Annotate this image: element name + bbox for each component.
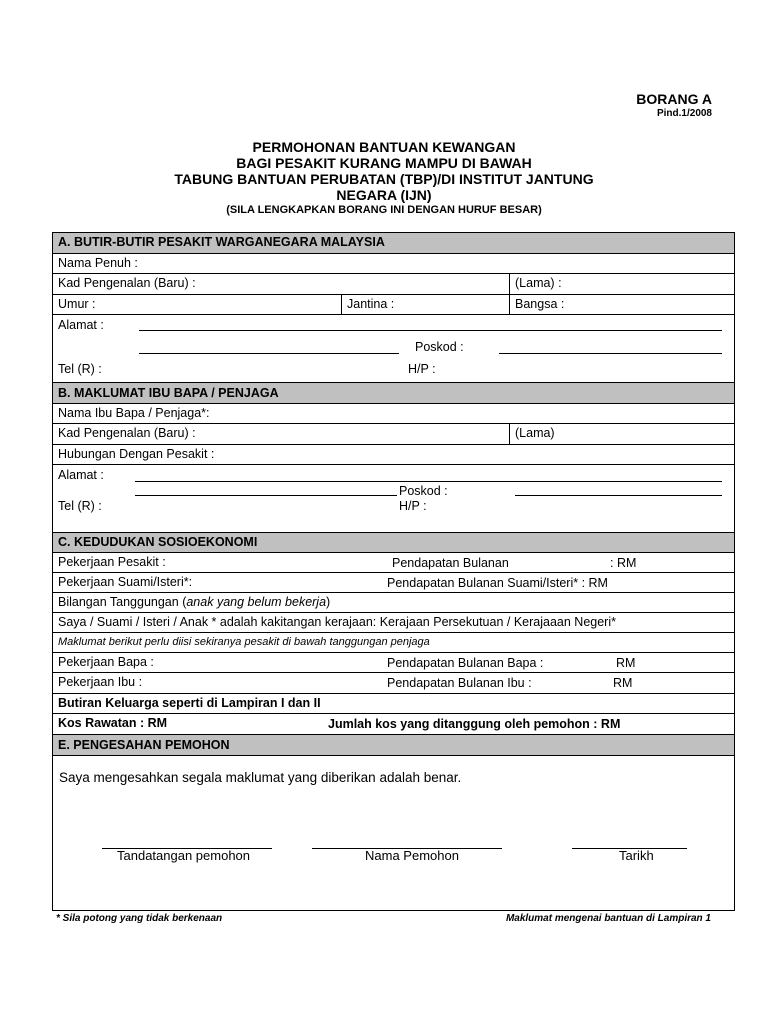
pendapatan-ibu-rm: RM [613,676,633,690]
form-reference: Pind.1/2008 [656,108,712,119]
section-c-heading [53,532,734,552]
signature-label: Tandatangan pemohon [117,848,251,863]
tel-b-label: Tel (R) : [58,499,102,513]
section-c-title: C. KEDUDUKAN SOSIOEKONOMI [58,535,258,549]
title-line-3: TABUNG BANTUAN PERUBATAN (TBP)/DI INSTITUT JANTUNG [174,171,594,187]
title-line-4: NEGARA (IJN) [336,187,432,203]
pendapatan-bulanan-label: Pendapatan Bulanan [392,556,509,570]
field-alamat-b[interactable] [53,464,734,532]
poskod-b-line [515,495,722,496]
hp-a-label: H/P : [408,362,436,376]
section-a-title: A. BUTIR-BUTIR PESAKIT WARGANEGARA MALAYSIA [58,235,385,249]
pekerjaan-ibu-label: Pekerjaan Ibu : [58,675,143,689]
kp-baru-label: Kad Pengenalan (Baru) : [58,276,196,290]
poskod-b-label: Poskod : [399,484,448,498]
kakitangan-label: Saya / Suami / Isteri / Anak * adalah kakitangan kerajaan: Kerajaan Persekutuan / Kerajaaan Negeri* [58,615,616,629]
kp-penjaga-label: Kad Pengenalan (Baru) : [58,426,196,440]
field-pekerjaan-suami[interactable] [53,572,734,592]
field-kos-rawatan[interactable] [53,713,734,734]
application-form [52,232,735,911]
alamat-b-label: Alamat : [58,468,104,482]
pendapatan-suami-label: Pendapatan Bulanan Suami/Isteri* : RM [387,576,608,590]
butiran-keluarga: Butiran Keluarga seperti di Lampiran I dan II [58,696,321,710]
umur-label: Umur : [58,297,96,311]
jantina-label: Jantina : [341,295,394,314]
alamat-a-label: Alamat : [58,318,104,332]
date-label: Tarikh [619,848,654,863]
field-tanggungan[interactable] [53,592,734,612]
field-pekerjaan-pesakit[interactable] [53,552,734,572]
bangsa-label: Bangsa : [509,295,564,314]
pekerjaan-suami-label: Pekerjaan Suami/Isteri*: [58,575,193,589]
title-line-1: PERMOHONAN BANTUAN KEWANGAN [252,139,516,155]
field-kp-penjaga[interactable] [53,423,734,444]
kos-rawatan-label: Kos Rawatan : RM [58,716,168,730]
applicant-name-label: Nama Pemohon [365,848,459,863]
pendapatan-bapa-rm: RM [616,656,636,670]
pendapatan-ibu-label: Pendapatan Bulanan Ibu : [387,676,532,690]
field-nama-penuh[interactable] [53,253,734,273]
field-pekerjaan-bapa[interactable] [53,652,734,672]
hubungan-label: Hubungan Dengan Pesakit : [58,447,215,461]
butiran-keluarga-row [53,693,734,713]
section-e-heading [53,734,734,755]
footer-note-right: Maklumat mengenai bantuan di Lampiran 1 [505,913,711,924]
tanggungan-post: ) [326,595,331,609]
section-b-title: B. MAKLUMAT IBU BAPA / PENJAGA [58,386,279,400]
declaration-statement: Saya mengesahkan segala maklumat yang diberikan adalah benar. [59,770,462,785]
pendapatan-bapa-label: Pendapatan Bulanan Bapa : [387,656,544,670]
section-a-heading [53,233,734,253]
field-hubungan[interactable] [53,444,734,464]
hp-b-label: H/P : [399,499,427,513]
poskod-a-line [499,353,722,354]
tanggungan-pre: Bilangan Tanggungan ( [58,595,187,609]
form-instruction: (SILA LENGKAPKAN BORANG INI DENGAN HURUF BESAR) [226,204,542,216]
pekerjaan-pesakit-label: Pekerjaan Pesakit : [58,555,166,569]
alamat-b-line-1 [135,481,722,482]
tanggungan-italic: anak yang belum bekerja [186,595,327,609]
field-kp-baru[interactable] [53,273,734,294]
pendapatan-rm-label: : RM [610,556,637,570]
title-line-2: BAGI PESAKIT KURANG MAMPU DI BAWAH [236,155,532,171]
field-nama-penjaga[interactable] [53,403,734,423]
section-b-heading [53,382,734,403]
guardian-note-row [53,632,734,652]
declaration-area [53,755,734,910]
guardian-note: Maklumat berikut perlu diisi sekiranya pesakit di bawah tanggungan penjaga [58,636,430,648]
nama-penuh-label: Nama Penuh : [58,256,138,270]
field-umur-row[interactable] [53,294,734,314]
jumlah-kos-label: Jumlah kos yang ditanggung oleh pemohon : RM [328,717,621,731]
alamat-b-line-2 [135,495,397,496]
section-e-title: E. PENGESAHAN PEMOHON [58,738,230,752]
kp-lama-label: (Lama) : [509,274,562,294]
field-kakitangan[interactable] [53,612,734,632]
poskod-a-label: Poskod : [415,340,464,354]
tanggungan-label [53,593,330,612]
nama-penjaga-label: Nama Ibu Bapa / Penjaga*: [58,406,210,420]
pekerjaan-bapa-label: Pekerjaan Bapa : [58,655,154,669]
kp-penjaga-lama-label: (Lama) [509,424,555,444]
field-alamat-a[interactable] [53,314,734,382]
footer-note-left: * Sila potong yang tidak berkenaan [56,913,223,924]
alamat-a-line-2 [139,353,399,354]
form-code: BORANG A [636,91,712,107]
field-pekerjaan-ibu[interactable] [53,672,734,693]
tel-a-label: Tel (R) : [58,362,102,376]
alamat-a-line-1 [139,330,722,331]
